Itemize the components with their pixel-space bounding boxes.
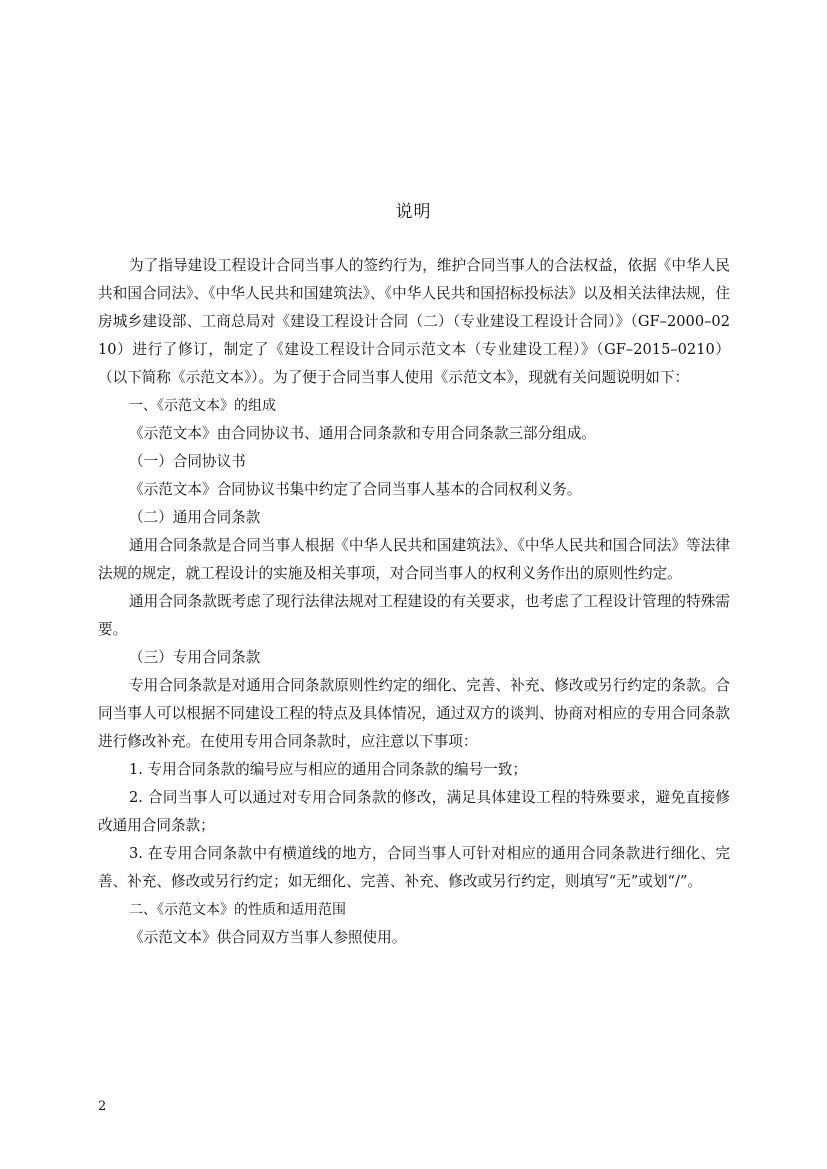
subsection-heading-general-terms: （二）通用合同条款 (129, 509, 261, 526)
paragraph: 专用合同条款是对通用合同条款原则性约定的细化、完善、补充、修改或另行约定的条款。合同当事人可以根据不同建设工程的特点及具体情况，通过双方的谈判、协商对相应的专用合同条款进行修改补充。在使用专用合同条款时，应注意以下事项： (98, 677, 730, 750)
page-number: 2 (98, 1099, 107, 1114)
section-heading-nature-scope: 二、《示范文本》的性质和适用范围 (129, 902, 346, 918)
subsection-heading-special-terms: （三）专用合同条款 (129, 649, 261, 666)
paragraph: 《示范文本》合同协议书集中约定了合同当事人基本的合同权利义务。 (129, 481, 582, 498)
section-heading-composition: 一、《示范文本》的组成 (129, 398, 276, 414)
subsection-heading-agreement: （一）合同协议书 (129, 453, 246, 470)
document-body (98, 252, 730, 952)
paragraph: 通用合同条款既考虑了现行法律法规对工程建设的有关要求，也考虑了工程设计管理的特殊需要。 (98, 593, 730, 638)
list-item: 3. 在专用合同条款中有横道线的地方，合同当事人可针对相应的通用合同条款进行细化、完善、补充、修改或另行约定；如无细化、完善、补充、修改或另行约定，则填写“无”或划“/”。 (98, 845, 730, 890)
intro-paragraph: 为了指导建设工程设计合同当事人的签约行为，维护合同当事人的合法权益，依据《中华人民共和国合同法》、《中华人民共和国建筑法》、《中华人民共和国招标投标法》以及相关法律法规，住房城乡建设部、工商总局对《建设工程设计合同（二）（专业建设工程设计合同）》（GF–2000–0210）进行了修订，制定了《建设工程设计合同示范文本（专业建设工程）》（GF–2015–0210）（以下简称《示范文本》）。为了便于合同当事人使用《示范文本》，现就有关问题说明如下： (98, 257, 730, 386)
paragraph: 通用合同条款是合同当事人根据《中华人民共和国建筑法》、《中华人民共和国合同法》等法律法规的规定，就工程设计的实施及相关事项，对合同当事人的权利义务作出的原则性约定。 (98, 537, 730, 582)
list-item: 1. 专用合同条款的编号应与相应的通用合同条款的编号一致； (129, 761, 528, 778)
page-title: 说明 (395, 202, 432, 222)
paragraph: 《示范文本》供合同双方当事人参照使用。 (129, 929, 407, 946)
list-item: 2. 合同当事人可以通过对专用合同条款的修改，满足具体建设工程的特殊要求，避免直接修改通用合同条款； (98, 789, 730, 834)
paragraph: 《示范文本》由合同协议书、通用合同条款和专用合同条款三部分组成。 (129, 425, 597, 442)
